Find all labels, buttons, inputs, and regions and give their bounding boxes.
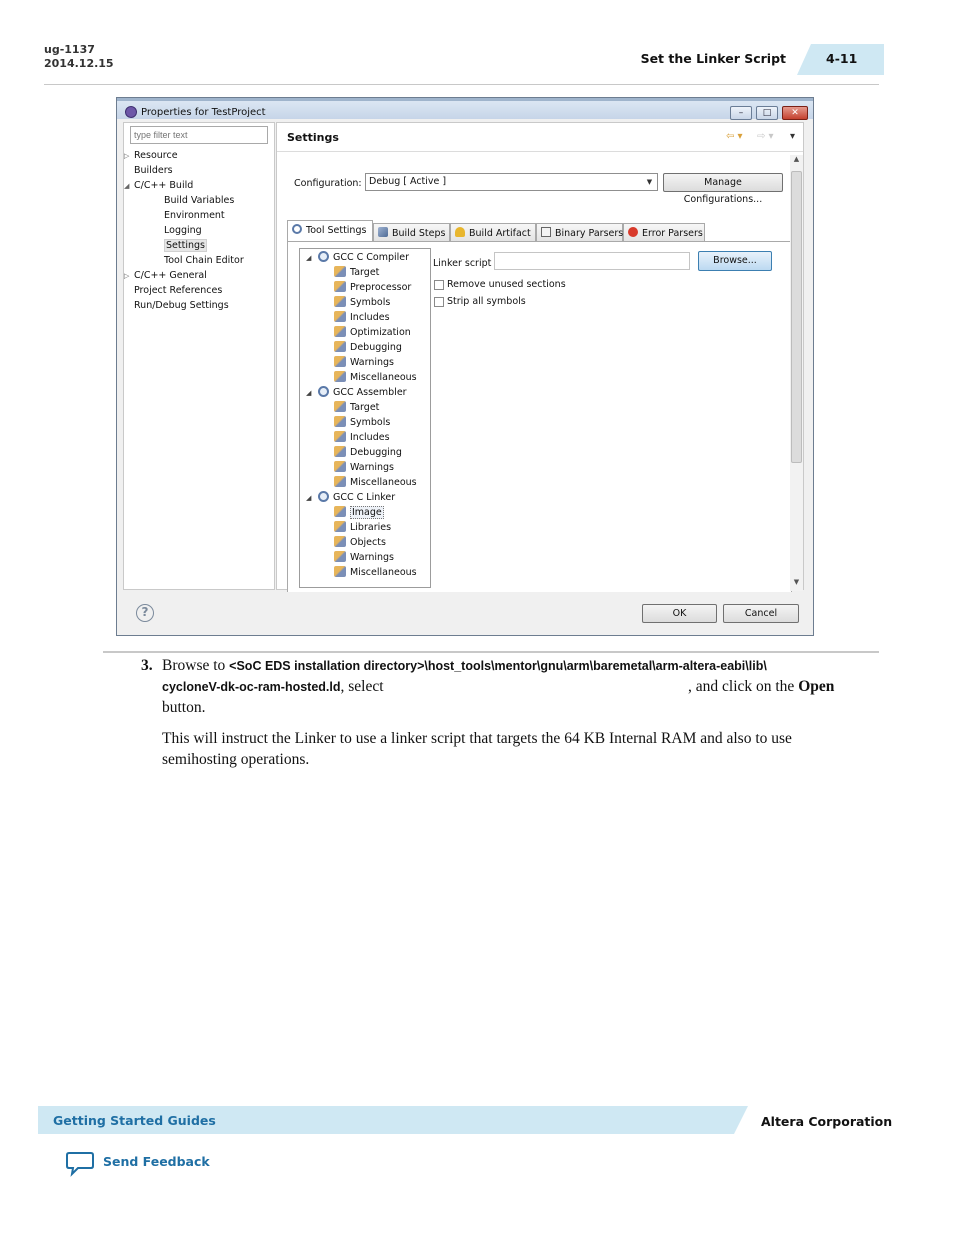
step-browse-to: Browse to (162, 657, 226, 674)
tab-error-parsers[interactable] (623, 223, 705, 241)
tree-node-label: Miscellaneous (350, 477, 417, 488)
tree-node-label: Warnings (350, 357, 395, 368)
open-word: Open (798, 678, 835, 695)
tree-node-label: Miscellaneous (350, 372, 417, 383)
help-icon[interactable]: ? (136, 604, 154, 622)
option-icon (334, 326, 346, 337)
strip-all-symbols-label: Strip all symbols (447, 296, 526, 307)
nav-item-label: Project References (134, 285, 223, 296)
nav-item-label: Settings (166, 240, 205, 251)
expander-icon[interactable]: ▷ (124, 152, 130, 160)
linker-script-input[interactable] (494, 252, 690, 270)
option-icon (334, 536, 346, 547)
settings-panel (276, 122, 804, 590)
step-select: , select (340, 678, 384, 695)
tree-node-label: Image (352, 507, 382, 518)
company-name: Altera Corporation (761, 1114, 893, 1129)
dialog-title: Properties for TestProject (141, 107, 266, 118)
tree-option-node[interactable] (334, 521, 391, 533)
tool-settings-body (287, 241, 792, 592)
option-icon (334, 431, 346, 442)
tab-build-artifact[interactable] (450, 223, 536, 241)
option-icon (334, 311, 346, 322)
option-icon (334, 461, 346, 472)
nav-item-c-c-build[interactable] (124, 180, 194, 191)
back-arrow-icon[interactable]: ⇦ ▾ (726, 131, 743, 142)
tree-option-node[interactable] (334, 341, 402, 353)
nav-item-label: Resource (134, 150, 178, 161)
tab-label: Tool Settings (306, 225, 367, 236)
minimize-button[interactable]: – (730, 106, 752, 120)
settings-heading: Settings (287, 131, 339, 144)
doc-date: 2014.12.15 (44, 57, 114, 70)
option-icon (334, 521, 346, 532)
option-icon (334, 416, 346, 427)
tab-label: Build Steps (392, 228, 446, 239)
tab-label: Error Parsers (642, 228, 703, 239)
tree-node-label: Warnings (350, 552, 395, 563)
tree-option-node[interactable] (334, 506, 384, 518)
gear-icon (318, 251, 329, 262)
error-icon (628, 227, 638, 237)
feedback-icon[interactable] (66, 1151, 94, 1177)
view-menu-icon[interactable]: ▾ (790, 131, 796, 142)
nav-item-c-c-general[interactable] (124, 270, 207, 281)
option-icon (334, 266, 346, 277)
tree-option-node[interactable] (334, 281, 411, 293)
configuration-select[interactable] (365, 173, 658, 191)
tree-option-node[interactable] (334, 536, 386, 548)
gear-icon (318, 386, 329, 397)
nav-item-build-variables[interactable] (164, 195, 234, 206)
tree-option-node[interactable] (334, 416, 390, 428)
nav-item-run-debug-settings[interactable] (134, 300, 229, 311)
browse-button[interactable]: Browse... (698, 251, 772, 271)
tree-node-label: Debugging (350, 447, 402, 458)
configuration-label: Configuration: (294, 178, 362, 189)
manage-configurations-button[interactable]: Manage Configurations... (663, 173, 783, 192)
send-feedback-link[interactable]: Send Feedback (103, 1154, 210, 1169)
build-artifact-icon (455, 227, 465, 237)
linker-path-line1: <SoC EDS installation directory>\host_tools\mentor\gnu\arm\baremetal\arm-altera-eabi\lib\ (229, 659, 767, 673)
collapse-icon[interactable]: ◢ (306, 254, 312, 262)
scrollbar-thumb[interactable] (791, 171, 802, 463)
tree-node-label: Miscellaneous (350, 567, 417, 578)
tab-label: Build Artifact (469, 228, 531, 239)
eclipse-app-icon (125, 106, 137, 118)
tree-option-node[interactable] (334, 401, 379, 413)
option-icon (334, 371, 346, 382)
configuration-value: Debug [ Active ] (369, 176, 447, 187)
tree-node-label: Symbols (350, 417, 391, 428)
nav-item-project-references[interactable] (134, 285, 222, 296)
tree-node-label: Target (350, 267, 380, 278)
tree-option-node[interactable] (334, 566, 417, 578)
scroll-down-icon[interactable]: ▼ (793, 578, 800, 586)
tree-option-node[interactable] (334, 371, 417, 383)
property-page-nav (123, 122, 275, 590)
remove-unused-sections-label: Remove unused sections (447, 279, 566, 290)
tree-node-label: Preprocessor (350, 282, 412, 293)
nav-item-environment[interactable] (164, 210, 225, 221)
tree-tool-node[interactable] (306, 491, 395, 503)
tab-binary-parsers[interactable] (536, 223, 623, 241)
nav-item-label: Environment (164, 210, 225, 221)
tree-node-label: Warnings (350, 462, 395, 473)
option-icon (334, 476, 346, 487)
filter-input[interactable] (130, 126, 268, 144)
nav-item-label: Build Variables (164, 195, 235, 206)
tree-node-label: Libraries (350, 522, 392, 533)
tree-option-node[interactable] (334, 476, 417, 488)
title-bar (117, 101, 813, 119)
linker-path-line2: cycloneV-dk-oc-ram-hosted.ld (162, 680, 341, 694)
nav-item-label: C/C++ Build (134, 180, 194, 191)
tree-option-node[interactable] (334, 431, 390, 443)
tree-tool-node[interactable] (306, 251, 409, 263)
tool-tree (299, 248, 431, 588)
vertical-scrollbar[interactable] (790, 155, 803, 591)
step-button-word: button. (162, 699, 206, 716)
tree-node-label: GCC C Compiler (333, 252, 410, 263)
option-icon (334, 356, 346, 367)
option-icon (334, 551, 346, 562)
tool-settings-icon (292, 224, 302, 234)
tree-node-label: Target (350, 402, 380, 413)
doc-id: ug-1137 (44, 43, 95, 56)
page-number: 4-11 (826, 51, 858, 66)
step-line-2 (162, 676, 384, 698)
tree-option-node[interactable] (334, 461, 394, 473)
nav-item-label: Run/Debug Settings (134, 300, 229, 311)
step-number: 3. (141, 657, 153, 674)
cancel-button[interactable]: Cancel (723, 604, 799, 623)
tab-tool-settings[interactable] (287, 220, 373, 241)
option-icon (334, 281, 346, 292)
section-title: Set the Linker Script (640, 51, 786, 66)
option-icon (334, 296, 346, 307)
close-button[interactable]: ✕ (782, 106, 808, 120)
nav-item-tool-chain-editor[interactable] (164, 255, 244, 266)
ok-button[interactable]: OK (642, 604, 717, 623)
expander-icon[interactable]: ▷ (124, 272, 130, 280)
collapse-icon[interactable]: ◢ (306, 494, 312, 502)
option-icon (334, 506, 346, 517)
step-line-2b (688, 676, 834, 697)
tree-option-node[interactable] (334, 266, 379, 278)
chevron-down-icon: ▼ (646, 178, 653, 186)
tree-option-node[interactable] (334, 551, 394, 563)
tree-node-label: Includes (350, 312, 390, 323)
guide-link[interactable]: Getting Started Guides (53, 1113, 216, 1128)
tree-tool-node[interactable] (306, 386, 407, 398)
tree-node-label: Debugging (350, 342, 402, 353)
expander-icon[interactable]: ◢ (124, 182, 130, 190)
nav-item-label: Builders (134, 165, 173, 176)
tree-option-node[interactable] (334, 296, 390, 308)
tree-option-node[interactable] (334, 311, 390, 323)
tree-node-label: Symbols (350, 297, 391, 308)
step-line-1 (162, 655, 862, 677)
tree-node-label: Includes (350, 432, 390, 443)
properties-dialog (116, 97, 814, 636)
maximize-button[interactable]: □ (756, 106, 778, 120)
scroll-up-icon[interactable]: ▲ (793, 155, 800, 163)
gear-icon (318, 491, 329, 502)
nav-item-label: C/C++ General (134, 270, 207, 281)
tree-option-node[interactable] (334, 326, 411, 338)
strip-all-symbols-checkbox[interactable] (434, 297, 444, 307)
nav-item-resource[interactable] (124, 150, 178, 161)
tree-node-label: Objects (350, 537, 386, 548)
figure-rule (103, 651, 879, 653)
nav-item-label: Logging (164, 225, 202, 236)
tab-label: Binary Parsers (555, 228, 624, 239)
tree-node-label: Optimization (350, 327, 411, 338)
tree-node-label: GCC Assembler (333, 387, 407, 398)
doc-id-block (44, 43, 114, 71)
tree-option-node[interactable] (334, 446, 402, 458)
nav-item-builders[interactable] (134, 165, 173, 176)
remove-unused-sections-checkbox[interactable] (434, 280, 444, 290)
nav-item-label: Tool Chain Editor (164, 255, 244, 266)
linker-script-label: Linker script (433, 258, 492, 269)
step-explanation: This will instruct the Linker to use a linker script that targets the 64 KB Internal RAM and also to use semihosting operations. (162, 730, 792, 768)
option-icon (334, 566, 346, 577)
step-click: , and click on the (688, 678, 795, 695)
tree-node-label: GCC C Linker (333, 492, 396, 503)
build-steps-icon (378, 227, 388, 237)
nav-item-logging[interactable] (164, 225, 202, 236)
forward-arrow-icon[interactable]: ⇨ ▾ (757, 131, 774, 142)
binary-parsers-icon (541, 227, 551, 237)
tab-build-steps[interactable] (373, 223, 450, 241)
option-icon (334, 446, 346, 457)
collapse-icon[interactable]: ◢ (306, 389, 312, 397)
option-icon (334, 341, 346, 352)
tree-option-node[interactable] (334, 356, 394, 368)
heading-separator (277, 151, 803, 152)
header-rule (44, 84, 879, 85)
option-icon (334, 401, 346, 412)
nav-item-settings[interactable] (164, 240, 207, 251)
